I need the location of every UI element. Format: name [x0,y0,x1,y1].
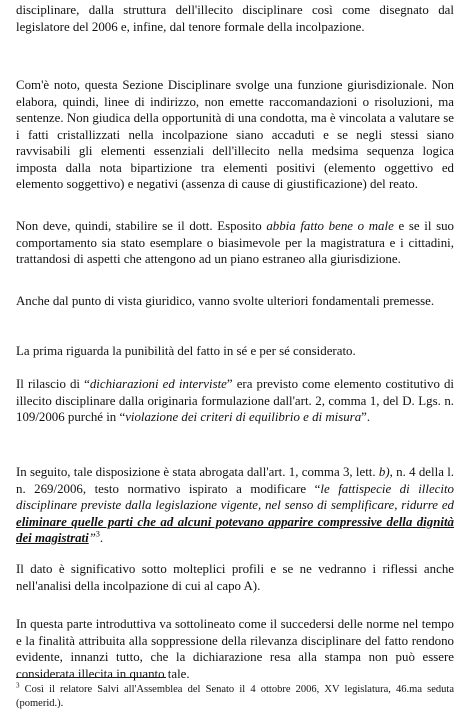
p2-text-c: e se il suo comportamento sia stato esemplare o biasimevole per la magistratura e i cittadini, trattandosi di aspetti che attengono ad un piano estraneo alla giurisdizione. [16,219,454,266]
paragraph-first-premise: La prima riguarda la punibilità del fatto in sé e per sé considerato. [16,344,356,358]
paragraph-significance: Il dato è significativo sotto molteplici profili e se ne vedranno i riflessi anche nell'analisi della incolpazione di cui al capo A). [16,562,454,593]
footnote-marker: 3 [16,681,20,690]
p6-italic-letter: b), [378,465,393,479]
p5-text-a: Il rilascio di “ [16,377,90,391]
paragraph-intro-continuation: disciplinare, dalla struttura dell'illecito disciplinare così come disegnato dal legislatore del 2006 e, infine, dal tenore formale della incolpazione. [16,3,454,34]
p6-text-a: In seguito, tale disposizione è stata abrogata dall'art. 1, comma 3, lett. [16,465,379,479]
footnote [16,683,454,711]
paragraph-legal-premises: Anche dal punto di vista giuridico, vanno svolte ulteriori fondamentali premesse. [16,294,435,308]
footnote-reference[interactable]: 3 [95,529,100,539]
p6-bold-underlined-quote: eliminare quelle parti che ad alcuni potevano apparire compressive della dignità dei magistrati [16,514,454,545]
p6-text-c: n. 4 della l. n. 269/2006, testo normativo ispirato a modificare “ [16,465,455,496]
p2-italic: abbia fatto bene o male [266,219,394,233]
footnote-text: Così il relatore Salvi all'Assemblea del Senato il 4 ottobre 2006, XV legislatura, 46.ma seduta (pomerid.). [16,684,454,709]
paragraph-original-formulation [16,376,454,426]
paragraph-abrogation [16,464,454,547]
p5-italic-quote-2: violazione dei criteri di equilibrio e di misura [125,410,362,424]
p6-italic-quote: le fattispecie di illecito disciplinare previste dalla legislazione vigente, nel senso di semplificare, ridurre ed [16,481,455,512]
p5-text-e: ”. [361,410,371,424]
footnote-separator [16,677,166,678]
paragraph-introductory-conclusion: In questa parte introduttiva va sottolineato come il succedersi delle norme nel tempo e la finalità attribuita alla soppressione della rilevanza disciplinare del fatto rendono evidente, innanzi tutto, che la dichiarazione resa alla stampa non può essere considerata illecita in quanto tale. [16,617,454,681]
p2-text-a: Non deve, quindi, stabilire se il dott. Esposito [16,219,267,233]
paragraph-no-moral-judgement [16,218,454,268]
p5-italic-quote-1: dichiarazioni ed interviste [89,377,227,391]
paragraph-jurisdictional-function: Com'è noto, questa Sezione Disciplinare svolge una funzione giurisdizionale. Non elabora, quindi, linee di indirizzo, non emette raccomandazioni o risoluzioni, ma sentenze. Non giudica della opportunità di una condotta, ma è vincolata a valutare se i fatti cristallizzati nella incolpazione siano accaduti e se negli stessi siano ravvisabili gli elementi essenziali dell'illecito nella medsima sequenza logica imposta dalla nota bipartizione tra elementi positivi (elemento oggettivo ed elemento soggettivo) e negativi (assenza di cause di giustificazione) del reato. [16,78,454,191]
p6-closing-quote: ” [88,531,96,545]
p6-period: . [99,531,104,545]
p5-text-c: ” era previsto come elemento costitutivo di illecito disciplinare dalla originaria formulazione dall'art. 2, comma 1, del D. Lgs. n. 109/2006 purché in “ [16,377,454,424]
